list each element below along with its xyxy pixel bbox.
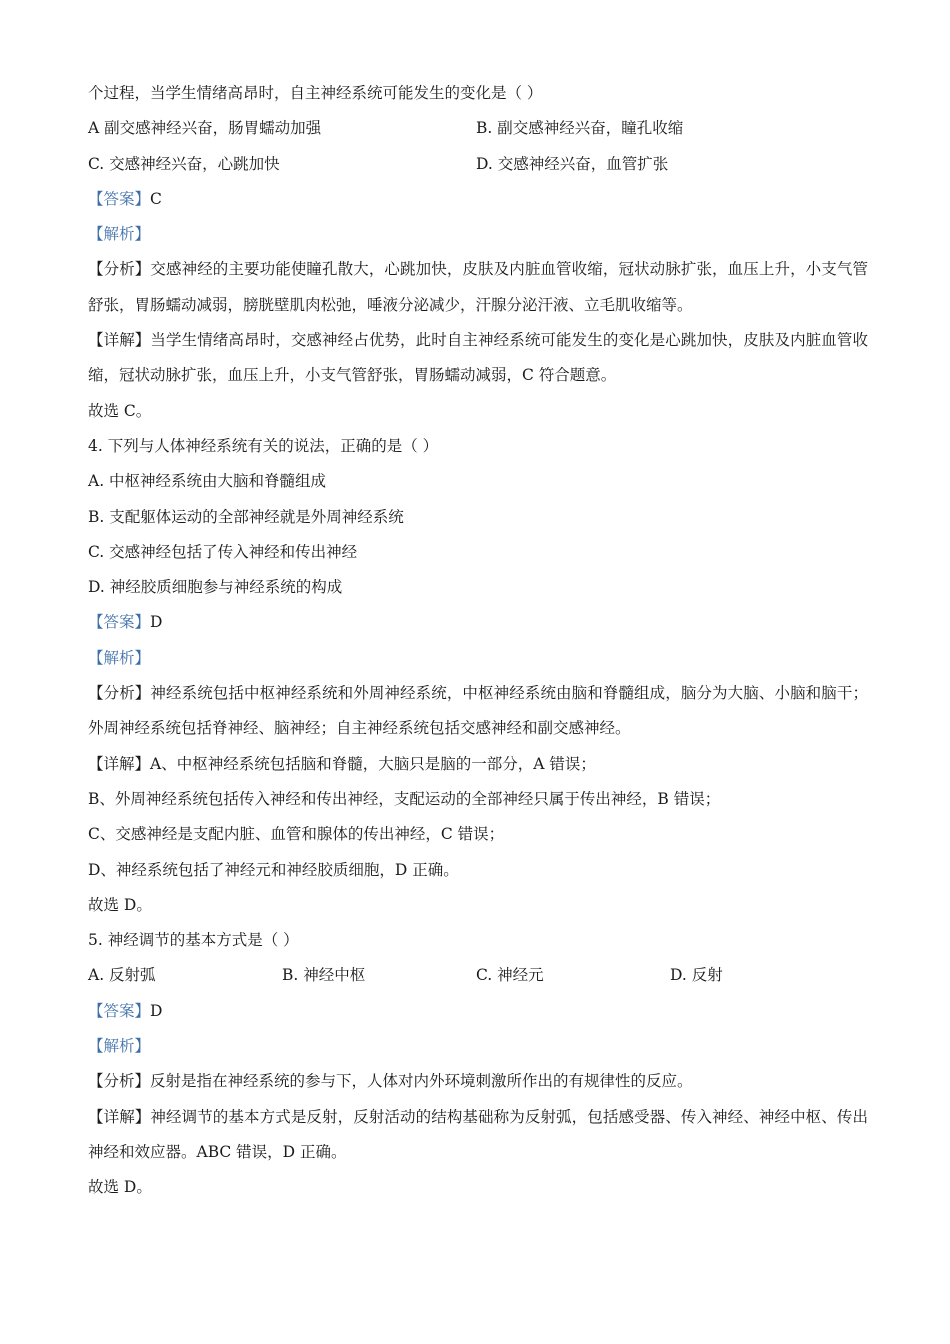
q4-xiangjie-line-2: B、外周神经系统包括传入神经和传出神经，支配运动的全部神经只属于传出神经，B 错误； xyxy=(88,789,721,808)
xiangjie-text: 当学生情绪高昂时，交感神经占优势，此时自主神经系统可能发生的变化是心跳加快，皮肤及内脏血管收缩，冠状动脉扩张，血压上升，小支气管舒张，胃肠蠕动减弱，C 符合题意。 xyxy=(88,331,868,385)
answer-value: D xyxy=(150,1001,163,1020)
q3-jiexi xyxy=(88,217,868,252)
answer-value: D xyxy=(150,613,163,632)
document-content xyxy=(88,76,868,1206)
q5-options-row xyxy=(88,958,868,993)
q3-option-b: B. 副交感神经兴奋，瞳孔收缩 xyxy=(476,119,684,138)
q3-option-d: D. 交感神经兴奋，血管扩张 xyxy=(476,154,669,173)
q5-option-c: C. 神经元 xyxy=(476,966,544,985)
q4-fenxi xyxy=(88,676,868,747)
q5-answer xyxy=(88,994,868,1029)
answer-tag: 【答案】 xyxy=(88,1001,151,1020)
q3-conclusion: 故选 C。 xyxy=(88,401,152,420)
xiangjie-tag: 【详解】 xyxy=(88,1107,151,1126)
q3-options-row-1 xyxy=(88,111,868,146)
q3-option-c: C. 交感神经兴奋，心跳加快 xyxy=(88,154,280,173)
q5-xiangjie xyxy=(88,1100,868,1171)
q5-option-d: D. 反射 xyxy=(670,966,723,985)
q5-fenxi xyxy=(88,1064,868,1099)
q3-answer xyxy=(88,182,868,217)
q4-stem: 4. 下列与人体神经系统有关的说法，正确的是（ ） xyxy=(88,436,439,455)
q4-conclusion: 故选 D。 xyxy=(88,895,152,914)
q5-stem: 5. 神经调节的基本方式是（ ） xyxy=(88,931,299,950)
jiexi-tag: 【解析】 xyxy=(88,225,151,244)
fenxi-text: 神经系统包括中枢神经系统和外周神经系统，中枢神经系统由脑和脊髓组成，脑分为大脑、小脑和脑干；外周神经系统包括脊神经、脑神经；自主神经系统包括交感神经和副交感神经。 xyxy=(88,684,868,738)
jiexi-tag: 【解析】 xyxy=(88,1037,151,1056)
q4-option-b: B. 支配躯体运动的全部神经就是外周神经系统 xyxy=(88,507,404,526)
xiangjie-text: 神经调节的基本方式是反射，反射活动的结构基础称为反射弧，包括感受器、传入神经、神经中枢、传出神经和效应器。ABC 错误，D 正确。 xyxy=(88,1107,868,1161)
fenxi-text: 交感神经的主要功能使瞳孔散大，心跳加快，皮肤及内脏血管收缩，冠状动脉扩张，血压上升，小支气管舒张，胃肠蠕动减弱，膀胱壁肌肉松弛，唾液分泌减少，汗腺分泌汗液、立毛肌收缩等。 xyxy=(88,260,868,314)
jiexi-tag: 【解析】 xyxy=(88,648,151,667)
fenxi-text: 反射是指在神经系统的参与下，人体对内外环境刺激所作出的有规律性的反应。 xyxy=(150,1072,693,1091)
q4-xiangjie-line-4: D、神经系统包括了神经元和神经胶质细胞，D 正确。 xyxy=(88,860,459,879)
q5-option-b: B. 神经中枢 xyxy=(282,966,366,985)
q3-xiangjie xyxy=(88,323,868,394)
q4-option-a: A. 中枢神经系统由大脑和脊髓组成 xyxy=(88,472,327,491)
xiangjie-tag: 【详解】 xyxy=(88,754,151,773)
q5-option-a: A. 反射弧 xyxy=(88,966,156,985)
q4-xiangjie-line-1 xyxy=(88,747,868,782)
answer-tag: 【答案】 xyxy=(88,189,151,208)
answer-tag: 【答案】 xyxy=(88,613,151,632)
fenxi-tag: 【分析】 xyxy=(88,260,151,279)
q3-stem: 个过程，当学生情绪高昂时，自主神经系统可能发生的变化是（ ） xyxy=(88,84,543,102)
q3-option-a: A 副交感神经兴奋，肠胃蠕动加强 xyxy=(88,119,322,138)
q4-option-d: D. 神经胶质细胞参与神经系统的构成 xyxy=(88,578,343,597)
q3-options-row-2 xyxy=(88,147,868,182)
q4-answer xyxy=(88,605,868,640)
xiangjie-text: A、中枢神经系统包括脑和脊髓，大脑只是脑的一部分，A 错误； xyxy=(150,754,596,773)
xiangjie-tag: 【详解】 xyxy=(88,331,151,350)
q5-jiexi xyxy=(88,1029,868,1064)
q4-option-c: C. 交感神经包括了传入神经和传出神经 xyxy=(88,542,358,561)
q3-fenxi xyxy=(88,252,868,323)
q4-xiangjie-line-3: C、交感神经是支配内脏、血管和腺体的传出神经，C 错误； xyxy=(88,825,505,844)
q5-conclusion: 故选 D。 xyxy=(88,1178,152,1197)
fenxi-tag: 【分析】 xyxy=(88,684,151,703)
fenxi-tag: 【分析】 xyxy=(88,1072,151,1091)
q4-jiexi xyxy=(88,641,868,676)
answer-value: C xyxy=(150,189,162,208)
